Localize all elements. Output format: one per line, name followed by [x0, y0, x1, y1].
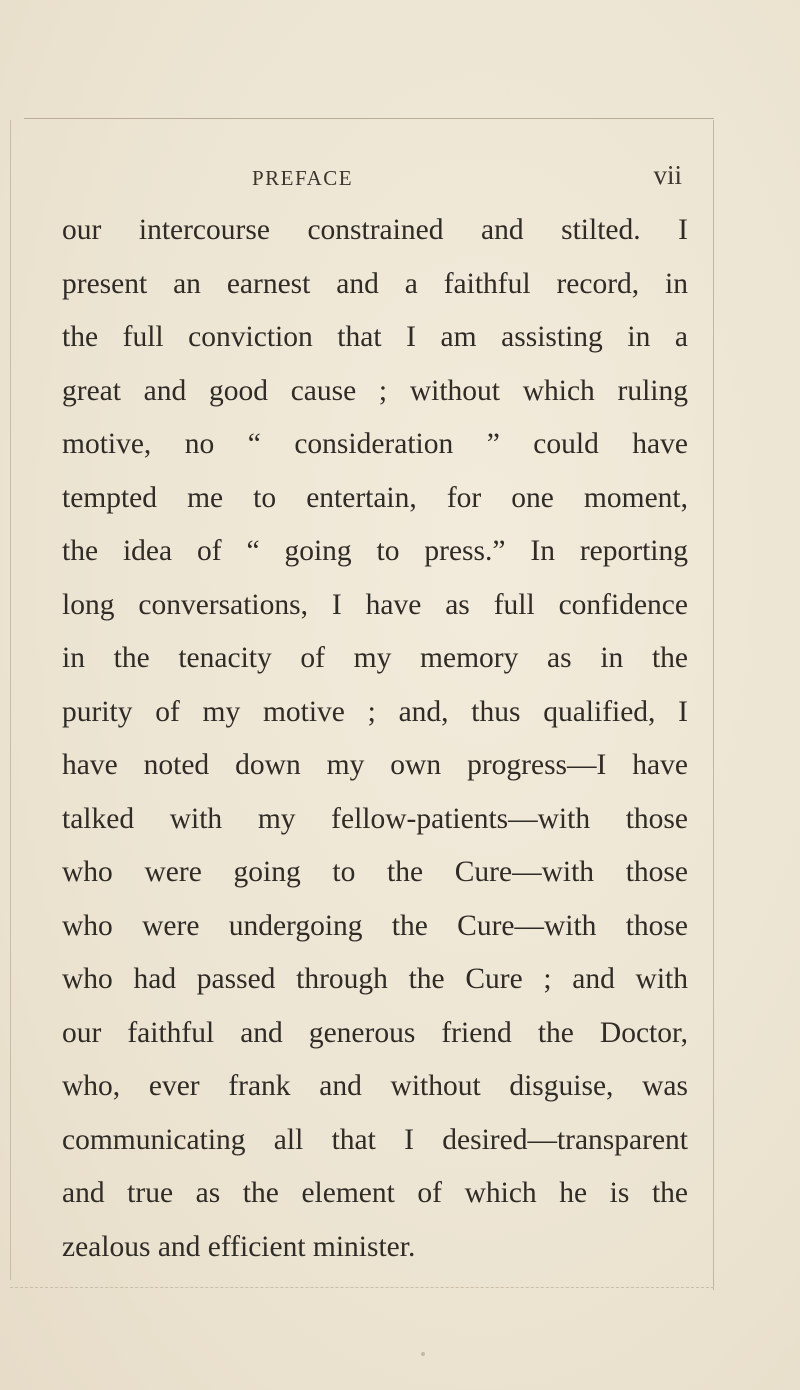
text-line: our intercourse constrained and stilted. I [62, 214, 688, 246]
text-line: who had passed through the Cure ; and with [62, 963, 688, 995]
ink-speck [421, 1352, 425, 1356]
running-head [252, 160, 682, 196]
text-line-final: zealous and efficient minister. [62, 1230, 416, 1263]
text-line: purity of my motive ; and, thus qualified, I [62, 695, 688, 728]
text-line: communicating all that I desired—transparent [62, 1123, 688, 1156]
page-border-left [10, 120, 11, 1280]
text-line: in the tenacity of my memory as in the [62, 642, 688, 674]
text-line: great and good cause ; without which ruling [62, 374, 688, 407]
text-line: the idea of “ going to press.” In reporting [62, 535, 688, 567]
text-line: present an earnest and a faithful record, in [62, 267, 688, 300]
page-border-top [24, 118, 714, 119]
page-number: vii [653, 160, 682, 190]
text-line: who, ever frank and without disguise, was [62, 1070, 688, 1102]
page-border-right [713, 120, 714, 1290]
running-title: PREFACE [252, 166, 354, 190]
body-text [62, 204, 688, 1274]
text-line: and true as the element of which he is the [62, 1177, 688, 1209]
text-line: who were undergoing the Cure—with those [62, 909, 688, 942]
text-line: long conversations, I have as full confidence [62, 588, 688, 621]
text-line: who were going to the Cure—with those [62, 856, 688, 888]
text-line: motive, no “ consideration ” could have [62, 428, 688, 460]
page-border-bottom [10, 1287, 714, 1288]
text-line: talked with my fellow-patients—with those [62, 802, 688, 835]
text-line: have noted down my own progress—I have [62, 749, 688, 781]
text-line: our faithful and generous friend the Doctor, [62, 1016, 688, 1049]
text-line: the full conviction that I am assisting in a [62, 321, 688, 353]
text-line: tempted me to entertain, for one moment, [62, 481, 688, 514]
